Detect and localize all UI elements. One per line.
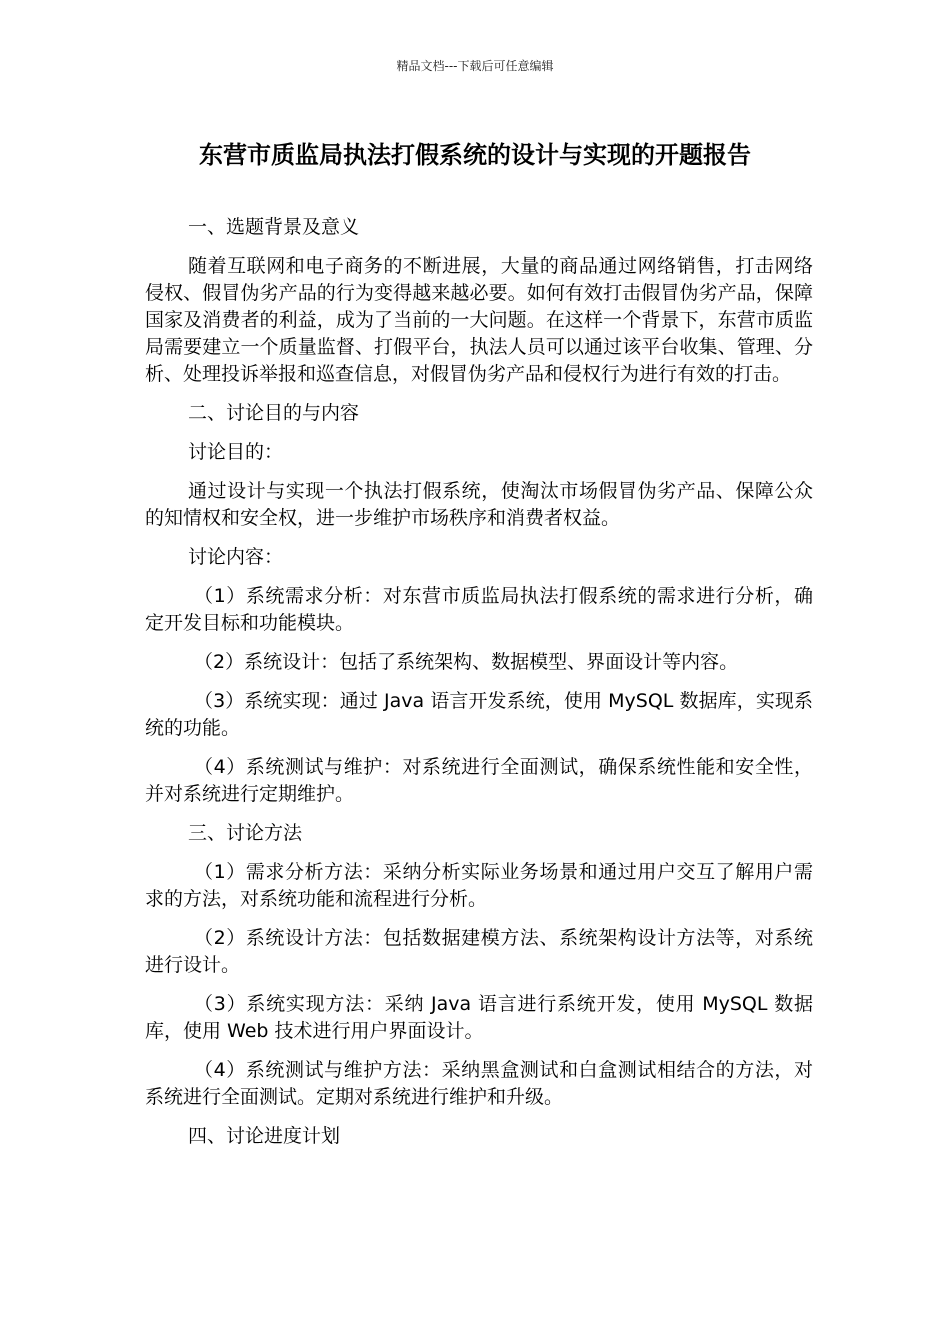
method-item-testing: （4）系统测试与维护方法：采纳黑盒测试和白盒测试相结合的方法，对系统进行全面测试。定期对系统进行维护和升级。 bbox=[145, 1059, 813, 1108]
content-item-testing: （4）系统测试与维护：对系统进行全面测试，确保系统性能和安全性，并对系统进行定期维护。 bbox=[145, 756, 813, 805]
paragraph-purpose: 通过设计与实现一个执法打假系统，使淘汰市场假冒伪劣产品、保障公众的知情权和安全权，进一步维护市场秩序和消费者权益。 bbox=[145, 480, 813, 529]
header-note: 精品文档---下载后可任意编辑 bbox=[396, 59, 554, 73]
section-heading-background: 一、选题背景及意义 bbox=[188, 216, 360, 238]
section-heading-purpose-content: 二、讨论目的与内容 bbox=[188, 402, 360, 424]
method-item-implementation: （3）系统实现方法：采纳 Java 语言进行系统开发，使用 MySQL 数据库，使用 Web 技术进行用户界面设计。 bbox=[145, 993, 813, 1042]
document-body bbox=[145, 214, 813, 1162]
section-heading-methods: 三、讨论方法 bbox=[188, 822, 303, 844]
document-title: 东营市质监局执法打假系统的设计与实现的开题报告 bbox=[199, 141, 751, 169]
purpose-label: 讨论目的： bbox=[188, 441, 284, 463]
paragraph-background: 随着互联网和电子商务的不断进展，大量的商品通过网络销售，打击网络侵权、假冒伪劣产品的行为变得越来越必要。如何有效打击假冒伪劣产品，保障国家及消费者的利益，成为了当前的一大问题。在这样一个背景下，东营市质监局需要建立一个质量监督、打假平台，执法人员可以通过该平台收集、管理、分析、处理投诉举报和巡查信息，对假冒伪劣产品和侵权行为进行有效的打击。 bbox=[145, 255, 813, 385]
content-item-implementation: （3）系统实现：通过 Java 语言开发系统，使用 MySQL 数据库，实现系统的功能。 bbox=[145, 690, 813, 739]
content-label: 讨论内容： bbox=[188, 546, 284, 568]
content-item-requirements: （1）系统需求分析：对东营市质监局执法打假系统的需求进行分析，确定开发目标和功能模块。 bbox=[145, 585, 813, 634]
method-item-requirements: （1）需求分析方法：采纳分析实际业务场景和通过用户交互了解用户需求的方法，对系统功能和流程进行分析。 bbox=[145, 861, 813, 910]
content-item-design: （2）系统设计：包括了系统架构、数据模型、界面设计等内容。 bbox=[194, 651, 739, 673]
method-item-design: （2）系统设计方法：包括数据建模方法、系统架构设计方法等，对系统进行设计。 bbox=[145, 927, 813, 976]
section-heading-schedule: 四、讨论进度计划 bbox=[188, 1125, 341, 1147]
